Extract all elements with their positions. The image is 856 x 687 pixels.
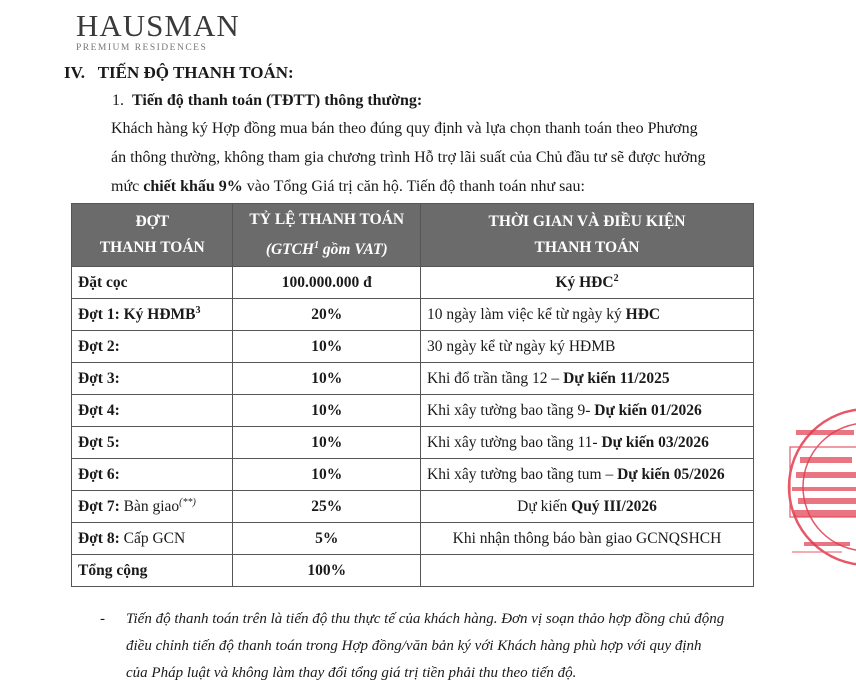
payment-schedule-table [71, 203, 754, 587]
company-seal-icon [782, 402, 856, 572]
table-row [72, 427, 754, 459]
section-number: IV. [64, 63, 85, 82]
bullet-dash: - [100, 611, 105, 627]
note-line-1: Tiến độ thanh toán trên là tiến độ thu thực tế của khách hàng. Đơn vị soạn thảo hợp đồng chủ động [126, 611, 725, 627]
rate-cell: 5% [233, 523, 421, 555]
phase-cell: Đợt 1: Ký HĐMB$^3$ [72, 299, 233, 331]
intro-text: vào Tổng Giá trị căn hộ. Tiến độ thanh toán như sau: [242, 178, 585, 195]
discount-highlight: chiết khấu 9% [143, 178, 243, 195]
subsection-heading [112, 92, 422, 110]
table-row [72, 491, 754, 523]
table-row [72, 299, 754, 331]
rate-cell: 100.000.000 đ [233, 267, 421, 299]
header-condition: THỜI GIAN VÀ ĐIỀU KIỆN THANH TOÁN [421, 204, 754, 267]
note-line-3: của Pháp luật và không làm thay đổi tổng giá trị tiền phải thu theo tiến độ. [126, 665, 577, 681]
condition-cell: Ký HĐC$^2$ [421, 267, 754, 299]
rate-cell: 10% [233, 459, 421, 491]
condition-cell: 30 ngày kể từ ngày ký HĐMB [421, 331, 754, 363]
rate-cell: 10% [233, 427, 421, 459]
table-row [72, 395, 754, 427]
section-heading [64, 63, 294, 83]
note-line-2: điều chỉnh tiến độ thanh toán trong Hợp đồng/văn bản ký với Khách hàng phù hợp với quy định [126, 638, 702, 654]
phase-cell: Tổng cộng [72, 555, 233, 587]
rate-cell: 20% [233, 299, 421, 331]
table-row [72, 363, 754, 395]
phase-cell: Đợt 6: [72, 459, 233, 491]
subsection-number: 1. [112, 92, 124, 109]
condition-cell: Khi đổ trần tầng 12 – Dự kiến 11/2025 [421, 363, 754, 395]
header-phase: ĐỢT THANH TOÁN [72, 204, 233, 267]
rate-cell: 10% [233, 331, 421, 363]
rate-cell: 25% [233, 491, 421, 523]
condition-cell: Khi xây tường bao tầng tum – Dự kiến 05/2026 [421, 459, 754, 491]
phase-cell: Đợt 3: [72, 363, 233, 395]
condition-cell [421, 555, 754, 587]
phase-cell: Đợt 8: Cấp GCN [72, 523, 233, 555]
phase-cell: Đợt 4: [72, 395, 233, 427]
condition-cell: Khi xây tường bao tầng 9- Dự kiến 01/2026 [421, 395, 754, 427]
table-row-total [72, 555, 754, 587]
intro-text: mức [111, 178, 144, 195]
phase-cell: Đợt 2: [72, 331, 233, 363]
phase-cell: Đặt cọc [72, 267, 233, 299]
rate-cell: 10% [233, 395, 421, 427]
condition-cell: Khi nhận thông báo bàn giao GCNQSHCH [421, 523, 754, 555]
intro-line-3 [111, 178, 585, 196]
table-row [72, 523, 754, 555]
section-title: TIẾN ĐỘ THANH TOÁN: [97, 63, 294, 82]
condition-cell: 10 ngày làm việc kể từ ngày ký HĐC [421, 299, 754, 331]
table-row [72, 331, 754, 363]
condition-cell: Dự kiến Quý III/2026 [421, 491, 754, 523]
hausman-logo [76, 10, 240, 53]
subsection-title: Tiến độ thanh toán (TĐTT) thông thường: [132, 92, 423, 109]
intro-line-2: án thông thường, không tham gia chương trình Hỗ trợ lãi suất của Chủ đầu tư sẽ được hưởng [111, 149, 706, 166]
table-row [72, 459, 754, 491]
rate-cell: 10% [233, 363, 421, 395]
header-rate: TỶ LỆ THANH TOÁN (GTCH$^1$ gồm VAT) [233, 204, 421, 267]
logo-wordmark: HAUSMAN [76, 8, 240, 43]
logo-tagline: PREMIUM RESIDENCES [76, 43, 208, 53]
intro-line-1: Khách hàng ký Hợp đồng mua bán theo đúng quy định và lựa chọn thanh toán theo Phương [111, 120, 698, 137]
phase-cell: Đợt 7: Bàn giao(**) [72, 491, 233, 523]
condition-cell: Khi xây tường bao tầng 11- Dự kiến 03/2026 [421, 427, 754, 459]
footnote [100, 606, 724, 687]
rate-cell: 100% [233, 555, 421, 587]
table-row [72, 267, 754, 299]
phase-cell: Đợt 5: [72, 427, 233, 459]
table-header-row [72, 204, 754, 267]
